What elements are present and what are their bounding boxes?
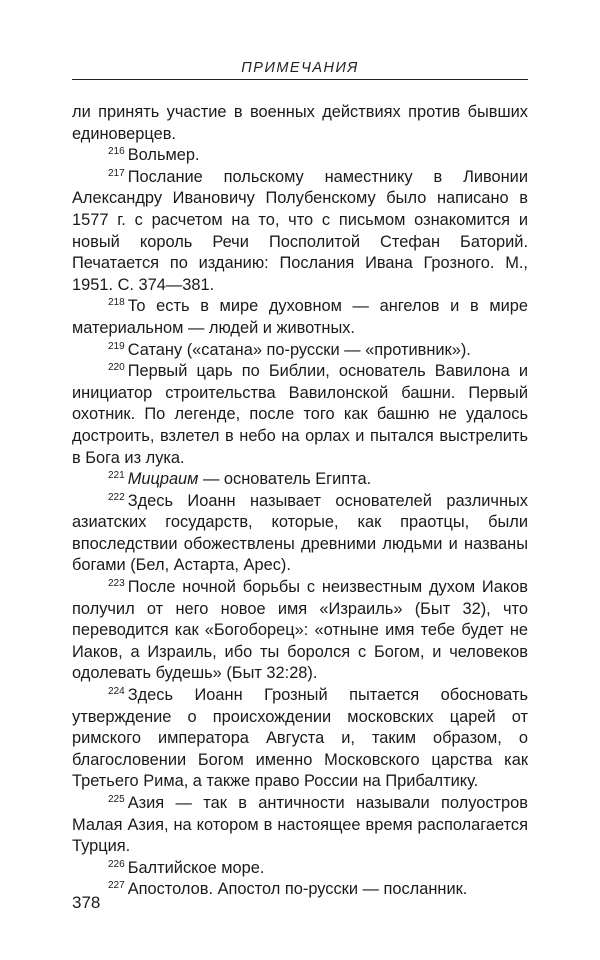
note-text: Здесь Иоанн называет основателей различных азиатских государств, которые, как праотцы, были впоследствии обожествлены древними людьми и названы богами (Бел, Астарта, Арес). [72,491,528,575]
note-227 [72,879,528,901]
note-225 [72,793,528,858]
note-number: 221 [108,470,125,482]
note-223 [72,577,528,685]
note-number: 225 [108,794,125,805]
note-text: То есть в мире духовном — ангелов и в мире материальном — людей и животных. [72,297,528,337]
note-218 [72,296,528,339]
note-222 [72,491,528,577]
note-number: 217 [108,167,125,179]
note-text: Вольмер. [127,146,200,165]
note-number: 223 [108,578,125,590]
note-number: 220 [108,362,125,374]
note-text: Послание польскому наместнику в Ливонии Александру Ивановичу Полубенскому было написано в 1577 г. с расчетом на то, что с письмом ознакомится и новый король Речи Посполитой Стефан Баторий. Печатается по изданию: Послания Ивана Грозного. М., 1951. С. 374—381. [72,167,528,294]
note-number: 218 [108,297,125,309]
header-rule [72,79,528,80]
note-number: 222 [108,491,125,503]
note-text: После ночной борьбы с неизвестным духом Иаков получил от него новое имя «Израиль» (Быт 32), что переводится как «Богоборец»: «отныне имя тебе будет не Иаков, а Израиль, ибо ты боролся с Богом, и человеков одолевать будешь» (Быт 32:28). [72,578,528,683]
note-italic-term: Мицраим [127,470,199,489]
note-text: Апостолов. Апостол по-русски — посланник. [127,880,468,899]
note-text: Сатану («сатана» по-русски — «противник»). [127,340,471,359]
page-number: 378 [72,893,101,912]
note-number: 226 [108,858,125,870]
note-number: 219 [108,340,125,352]
note-continuation [72,102,528,145]
note-number: 216 [108,146,125,158]
note-number: 227 [108,880,125,892]
note-220 [72,361,528,469]
note-226 [72,858,528,880]
notes-body [72,102,528,901]
note-text: Первый царь по Библии, основатель Вавилона и инициатор строительства Вавилонской башни. Первый охотник. По легенде, после того как башню не удалось достроить, взлетел в небо на орлах и пытался выстрелить в Бога из лука. [72,362,528,467]
note-text: Балтийское море. [127,858,265,877]
note-text: ли принять участие в военных действиях против бывших единоверцев. [72,103,528,143]
note-221 [72,469,528,491]
note-224 [72,685,528,793]
note-number: 224 [108,686,125,698]
note-text: Азия — так в античности называли полуостров Малая Азия, на котором в настоящее время располагается Турция. [72,794,528,856]
note-216 [72,145,528,167]
note-217 [72,167,528,297]
note-219 [72,340,528,362]
running-header: ПРИМЕЧАНИЯ [241,60,359,76]
note-text: Здесь Иоанн Грозный пытается обосновать утверждение о происхождении московских царей от римского императора Августа и, таким образом, о благословении Богом именно Московского царства как Третьего Рима, а также право России на Прибалтику. [72,686,528,791]
note-text: — основатель Египта. [198,470,372,489]
